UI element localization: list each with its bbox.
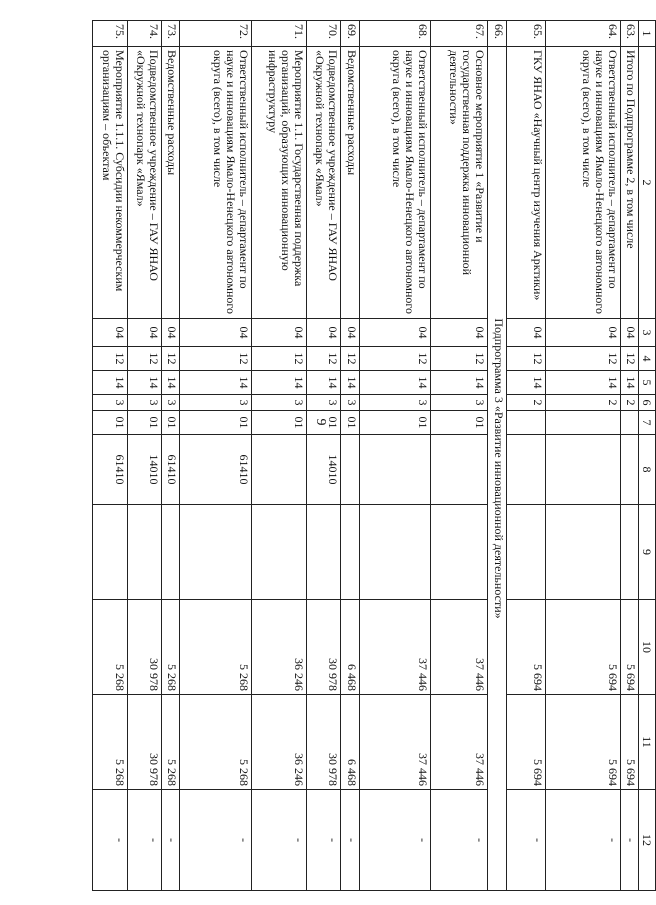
code-cell: [506, 435, 545, 505]
table-row: [359, 21, 430, 891]
code-cell: [620, 505, 638, 600]
code-cell: 01: [162, 411, 180, 435]
code-cell: 04: [162, 319, 180, 347]
amount-cell: 5 694: [506, 695, 545, 790]
row-number: 66.: [488, 21, 506, 47]
code-cell: 3: [306, 395, 340, 411]
code-cell: [545, 435, 620, 505]
code-cell: [620, 411, 638, 435]
code-cell: 04: [620, 319, 638, 347]
table-row: [545, 21, 620, 891]
amount-cell: 30 978: [127, 695, 161, 790]
col-header: 5: [639, 371, 656, 395]
table-row: [251, 21, 306, 891]
code-cell: [545, 411, 620, 435]
row-name: Ответственный исполнитель – департамент по науке и инновациям Ямало-Ненецкого автономного округа (всего), в том числе: [545, 47, 620, 319]
row-number: 63.: [620, 21, 638, 47]
code-cell: 04: [430, 319, 487, 347]
amount-cell: -: [430, 790, 487, 891]
page-number: 9: [313, 418, 328, 426]
amount-cell: 6 468: [341, 695, 359, 790]
row-number: 72.: [180, 21, 251, 47]
code-cell: 14: [506, 371, 545, 395]
code-cell: 3: [127, 395, 161, 411]
code-cell: 12: [430, 347, 487, 371]
code-cell: [306, 505, 340, 600]
col-header: 2: [639, 47, 656, 319]
col-header: 11: [639, 695, 656, 790]
row-name: Мероприятие 1.1. Государственная поддержка организаций, образующих инновационную инфраструктуру: [251, 47, 306, 319]
row-name: Мероприятие 1.1.1. Субсидии некоммерческим организациям – объектам: [93, 47, 128, 319]
code-cell: 14: [620, 371, 638, 395]
code-cell: [430, 505, 487, 600]
col-header: 10: [639, 600, 656, 695]
table-row: [430, 21, 487, 891]
amount-cell: 30 978: [127, 600, 161, 695]
code-cell: [251, 435, 306, 505]
code-cell: 14: [306, 371, 340, 395]
code-cell: [127, 505, 161, 600]
code-cell: 04: [341, 319, 359, 347]
code-cell: [506, 505, 545, 600]
code-cell: 01: [180, 411, 251, 435]
amount-cell: -: [506, 790, 545, 891]
code-cell: 12: [180, 347, 251, 371]
header-row: [639, 21, 656, 891]
amount-cell: 36 246: [251, 695, 306, 790]
table-row: [620, 21, 638, 891]
subprogram-row: [488, 21, 506, 891]
code-cell: 14: [180, 371, 251, 395]
code-cell: 14: [359, 371, 430, 395]
amount-cell: 5 268: [180, 600, 251, 695]
amount-cell: 6 468: [341, 600, 359, 695]
code-cell: 14010: [127, 435, 161, 505]
amount-cell: -: [251, 790, 306, 891]
code-cell: 3: [251, 395, 306, 411]
row-name: ГКУ ЯНАО «Научный центр изучения Арктики»: [506, 47, 545, 319]
code-cell: 04: [127, 319, 161, 347]
col-header: 4: [639, 347, 656, 371]
code-cell: [506, 411, 545, 435]
amount-cell: 5 694: [620, 695, 638, 790]
code-cell: [620, 435, 638, 505]
row-name: Подведомственное учреждение – ГАУ ЯНАО «Окружной технопарк «Ямал»: [127, 47, 161, 319]
row-number: 67.: [430, 21, 487, 47]
amount-cell: -: [180, 790, 251, 891]
amount-cell: 30 978: [306, 695, 340, 790]
code-cell: 12: [545, 347, 620, 371]
code-cell: 12: [306, 347, 340, 371]
code-cell: 2: [506, 395, 545, 411]
code-cell: 04: [93, 319, 128, 347]
code-cell: 01: [251, 411, 306, 435]
amount-cell: 37 446: [359, 695, 430, 790]
amount-cell: 36 246: [251, 600, 306, 695]
code-cell: [93, 505, 128, 600]
rotated-table-container: [92, 20, 656, 890]
table-row: [341, 21, 359, 891]
row-number: 70.: [306, 21, 340, 47]
code-cell: 14010: [306, 435, 340, 505]
amount-cell: 5 694: [506, 600, 545, 695]
row-name: Ответственный исполнитель – департамент по науке и инновациям Ямало-Ненецкого автономного округа (всего), в том числе: [180, 47, 251, 319]
amount-cell: -: [545, 790, 620, 891]
code-cell: 12: [341, 347, 359, 371]
amount-cell: 5 268: [93, 600, 128, 695]
col-header: 1: [639, 21, 656, 47]
code-cell: 12: [251, 347, 306, 371]
code-cell: 04: [180, 319, 251, 347]
amount-cell: 37 446: [359, 600, 430, 695]
code-cell: 2: [545, 395, 620, 411]
code-cell: 14: [341, 371, 359, 395]
row-name: Ведомственные расходы: [162, 47, 180, 319]
code-cell: 04: [251, 319, 306, 347]
code-cell: 3: [341, 395, 359, 411]
amount-cell: -: [127, 790, 161, 891]
code-cell: 12: [93, 347, 128, 371]
amount-cell: 5 694: [545, 695, 620, 790]
code-cell: 14: [545, 371, 620, 395]
code-cell: 3: [162, 395, 180, 411]
row-name: Итого по Подпрограмме 2, в том числе: [620, 47, 638, 319]
code-cell: 14: [162, 371, 180, 395]
code-cell: 12: [162, 347, 180, 371]
code-cell: 12: [620, 347, 638, 371]
code-cell: 61410: [180, 435, 251, 505]
code-cell: 01: [93, 411, 128, 435]
code-cell: 12: [506, 347, 545, 371]
row-number: 75.: [93, 21, 128, 47]
code-cell: 14: [93, 371, 128, 395]
code-cell: 3: [180, 395, 251, 411]
code-cell: 01: [127, 411, 161, 435]
code-cell: 14: [251, 371, 306, 395]
code-cell: 04: [506, 319, 545, 347]
col-header: 8: [639, 435, 656, 505]
amount-cell: 37 446: [430, 695, 487, 790]
amount-cell: 30 978: [306, 600, 340, 695]
code-cell: [359, 505, 430, 600]
table-row: [180, 21, 251, 891]
budget-table: [92, 20, 656, 891]
row-number: 65.: [506, 21, 545, 47]
row-name: Ведомственные расходы: [341, 47, 359, 319]
row-number: 73.: [162, 21, 180, 47]
code-cell: 3: [359, 395, 430, 411]
row-number: 71.: [251, 21, 306, 47]
row-number: 74.: [127, 21, 161, 47]
code-cell: 01: [430, 411, 487, 435]
table-row: [93, 21, 128, 891]
col-header: 7: [639, 411, 656, 435]
code-cell: [341, 505, 359, 600]
table-row: [162, 21, 180, 891]
code-cell: 12: [359, 347, 430, 371]
code-cell: 14: [127, 371, 161, 395]
amount-cell: 5 268: [162, 695, 180, 790]
code-cell: 12: [127, 347, 161, 371]
code-cell: [430, 435, 487, 505]
amount-cell: 5 268: [162, 600, 180, 695]
amount-cell: 5 268: [180, 695, 251, 790]
code-cell: 04: [306, 319, 340, 347]
code-cell: 04: [545, 319, 620, 347]
code-cell: 3: [93, 395, 128, 411]
col-header: 9: [639, 505, 656, 600]
amount-cell: -: [341, 790, 359, 891]
table-row: [506, 21, 545, 891]
amount-cell: 5 694: [545, 600, 620, 695]
row-number: 68.: [359, 21, 430, 47]
code-cell: 61410: [162, 435, 180, 505]
amount-cell: 5 694: [620, 600, 638, 695]
amount-cell: -: [620, 790, 638, 891]
code-cell: 01: [341, 411, 359, 435]
col-header: 3: [639, 319, 656, 347]
row-number: 69.: [341, 21, 359, 47]
code-cell: 04: [359, 319, 430, 347]
row-name: Ответственный исполнитель – департамент по науке и инновациям Ямало-Ненецкого автономного округа (всего), в том числе: [359, 47, 430, 319]
amount-cell: -: [359, 790, 430, 891]
code-cell: 01: [306, 411, 340, 435]
code-cell: [545, 505, 620, 600]
code-cell: [251, 505, 306, 600]
row-name: Подведомственное учреждение – ГАУ ЯНАО «Окружной технопарк «Ямал»: [306, 47, 340, 319]
amount-cell: -: [306, 790, 340, 891]
code-cell: [359, 435, 430, 505]
code-cell: 14: [430, 371, 487, 395]
row-name: Основное мероприятие 1 «Развитие и государственная поддержка инновационной деятельности»: [430, 47, 487, 319]
code-cell: 61410: [93, 435, 128, 505]
col-header: 6: [639, 395, 656, 411]
amount-cell: 5 268: [93, 695, 128, 790]
table-row: [306, 21, 340, 891]
code-cell: [180, 505, 251, 600]
code-cell: 3: [430, 395, 487, 411]
col-header: 12: [639, 790, 656, 891]
code-cell: [162, 505, 180, 600]
subprogram-title: Подпрограмма 3 «Развитие инновационной деятельности»: [488, 47, 506, 891]
table-row: [127, 21, 161, 891]
amount-cell: 37 446: [430, 600, 487, 695]
code-cell: 2: [620, 395, 638, 411]
amount-cell: -: [93, 790, 128, 891]
amount-cell: -: [162, 790, 180, 891]
row-number: 64.: [545, 21, 620, 47]
code-cell: 01: [359, 411, 430, 435]
code-cell: [341, 435, 359, 505]
